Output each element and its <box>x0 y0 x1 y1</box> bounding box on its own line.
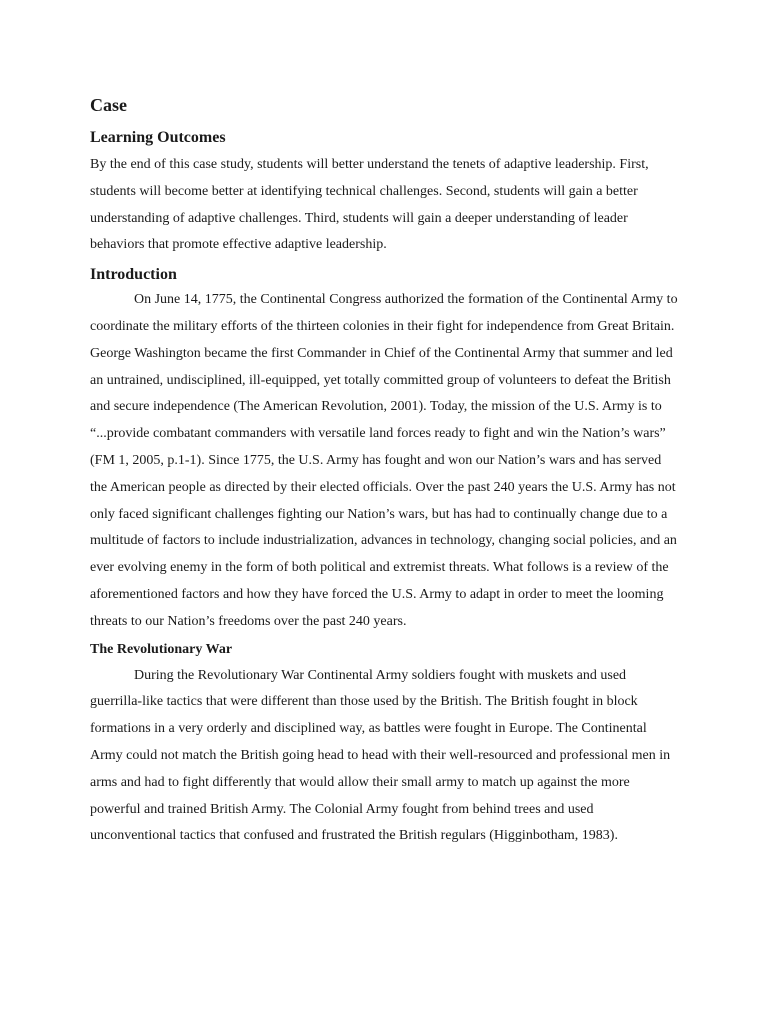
revolutionary-war-heading: The Revolutionary War <box>90 641 233 657</box>
learning-outcomes-heading: Learning Outcomes <box>90 129 226 146</box>
introduction-paragraph: On June 14, 1775, the Continental Congress authorized the formation of the Continental Army to coordinate the military efforts of the thirteen colonies in their fight for independence from Great Britain. George Washington became the first Commander in Chief of the Continental Army that summer and led an untrained, undisciplined, ill-equipped, yet totally committed group of volunteers to defeat the British and secure independence (The American Revolution, 2001). Today, the mission of the U.S. Army is to “...provide combatant commanders with versatile land forces ready to fight and win the Nation’s wars” (FM 1, 2005, p.1-1). Since 1775, the U.S. Army has fought and won our Nation’s wars and has served the American people as directed by their elected officials. Over the past 240 years the U.S. Army has not only faced significant challenges fighting our Nation’s wars, but has had to continually change due to a multitude of factors to include industrialization, advances in technology, changing social policies, and an ever evolving enemy in the form of both political and extremist threats. What follows is a review of the aforementioned factors and how they have forced the U.S. Army to adapt in order to meet the looming threats to our Nation’s freedoms over the past 240 years. <box>90 292 678 629</box>
case-heading: Case <box>90 95 127 115</box>
learning-outcomes-paragraph: By the end of this case study, students will better understand the tenets of adaptive leadership. First, students will become better at identifying technical challenges. Second, students will gain a better understanding of adaptive challenges. Third, students will gain a deeper understanding of leader behaviors that promote effective adaptive leadership. <box>90 157 649 253</box>
introduction-heading: Introduction <box>90 266 177 284</box>
revolutionary-war-paragraph: During the Revolutionary War Continental Army soldiers fought with muskets and used guerrilla-like tactics that were different than those used by the British. The British fought in block formations in a very orderly and disciplined way, as battles were fought in Europe. The Continental Army could not match the British going head to head with their well-resourced and professional men in arms and had to fight differently that would allow their small army to match up against the more powerful and trained British Army. The Colonial Army fought from behind trees and used unconventional tactics that confused and frustrated the British regulars (Higginbotham, 1983). <box>90 667 671 844</box>
